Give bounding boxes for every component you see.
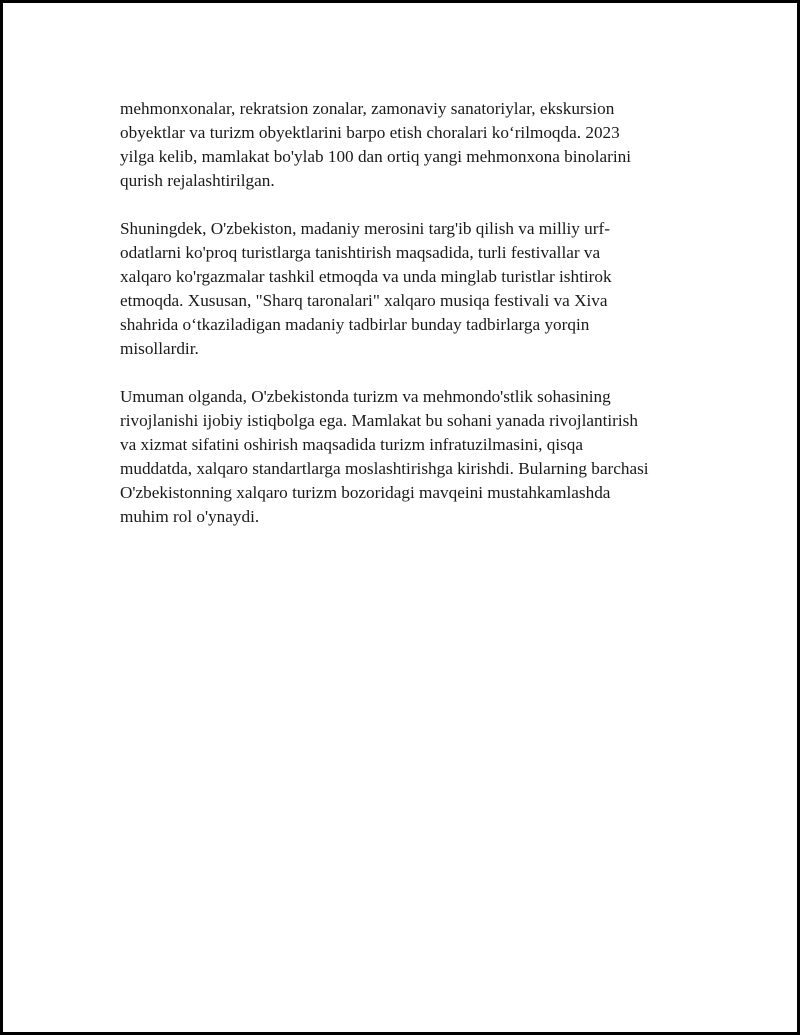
text-line: yilga kelib, mamlakat bo'ylab 100 dan ortiq yangi mehmonxona binolarini xyxy=(120,147,631,166)
text-line: qurish rejalashtirilgan. xyxy=(120,171,275,190)
paragraph-conclusion xyxy=(120,385,690,529)
text-line: odatlarni ko'proq turistlarga tanishtirish maqsadida, turli festivallar va xyxy=(120,243,601,262)
text-line: va xizmat sifatini oshirish maqsadida turizm infratuzilmasini, qisqa xyxy=(120,435,584,454)
text-line: xalqaro ko'rgazmalar tashkil etmoqda va unda minglab turistlar ishtirok xyxy=(120,267,612,286)
text-line: Shuningdek, O'zbekiston, madaniy merosini targ'ib qilish va milliy urf- xyxy=(120,219,610,238)
text-line: misollardir. xyxy=(120,339,199,358)
text-line: etmoqda. Xususan, "Sharq taronalari" xalqaro musiqa festivali va Xiva xyxy=(120,291,608,310)
text-line: rivojlanishi ijobiy istiqbolga ega. Mamlakat bu sohani yanada rivojlantirish xyxy=(120,411,638,430)
text-line: Umuman olganda, O'zbekistonda turizm va mehmondo'stlik sohasining xyxy=(120,387,611,406)
document-body xyxy=(120,97,690,553)
text-line: muhim rol o'ynaydi. xyxy=(120,507,260,526)
text-line: mehmonxonalar, rekratsion zonalar, zamonaviy sanatoriylar, ekskursion xyxy=(120,99,615,118)
text-line: O'zbekistonning xalqaro turizm bozoridagi mavqeini mustahkamlashda xyxy=(120,483,611,502)
text-line: muddatda, xalqaro standartlarga moslashtirishga kirishdi. Bularning barchasi xyxy=(120,459,649,478)
text-line: obyektlar va turizm obyektlarini barpo etish choralari ko‘rilmoqda. 2023 xyxy=(120,123,620,142)
text-line: shahrida o‘tkaziladigan madaniy tadbirlar bunday tadbirlarga yorqin xyxy=(120,315,590,334)
paragraph-hotels xyxy=(120,97,690,193)
paragraph-festivals xyxy=(120,217,690,361)
